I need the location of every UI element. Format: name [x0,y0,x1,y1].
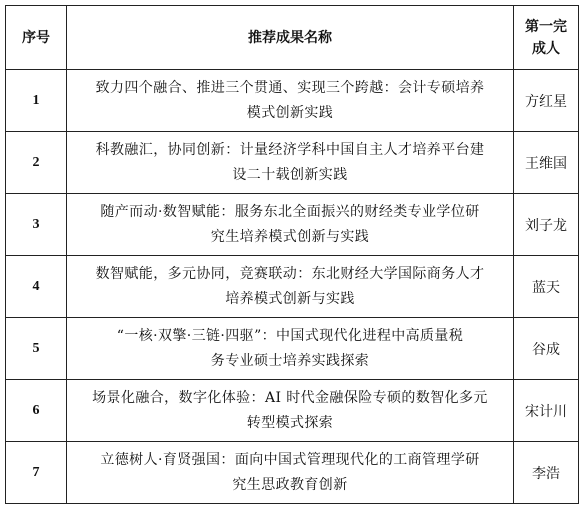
achievement-name-line1: 致力四个融合、推进三个贯通、实现三个跨越：会计专硕培养 [95,79,485,96]
row-number: 4 [6,256,67,318]
header-name [67,6,514,70]
achievements-table [5,5,579,504]
table-row [6,132,579,194]
table-row [6,70,579,132]
achievement-name-line2: 务专业硕士培养实践探索 [210,352,370,369]
achievement-name-line1: 科教融汇，协同创新：计量经济学科中国自主人才培养平台建 [95,141,485,158]
row-number: 3 [6,194,67,256]
header-name-label: 推荐成果名称 [248,29,332,46]
header-lead [514,6,579,70]
table-row [6,194,579,256]
achievement-name-line2: 培养模式创新与实践 [225,290,355,307]
achievement-name [67,194,514,256]
achievement-name-line1: 场景化融合，数字化体验：AI 时代金融保险专硕的数智化多元 [92,389,488,406]
achievement-name-line2: 转型模式探索 [246,414,334,431]
lead-person: 方红星 [514,70,579,132]
achievement-name-line1: 立德树人·育贤强国：面向中国式管理现代化的工商管理学研 [100,451,480,468]
table-header-row [6,6,579,70]
table-row [6,380,579,442]
table-row [6,442,579,504]
achievement-name-line2: 究生培养模式创新与实践 [210,228,370,245]
lead-person: 谷成 [514,318,579,380]
achievement-name-line1: 数智赋能，多元协同，竞赛联动：东北财经大学国际商务人才 [95,265,485,282]
achievement-name [67,70,514,132]
table-row [6,318,579,380]
lead-person: 王维国 [514,132,579,194]
header-lead-label-line2: 成人 [532,40,560,57]
lead-person: 蓝天 [514,256,579,318]
achievement-name [67,442,514,504]
achievement-name [67,318,514,380]
lead-person: 李浩 [514,442,579,504]
row-number: 5 [6,318,67,380]
header-no [6,6,67,70]
achievement-name-line1: 随产而动·数智赋能：服务东北全面振兴的财经类专业学位研 [100,203,480,220]
row-number: 1 [6,70,67,132]
row-number: 2 [6,132,67,194]
achievement-name-line2: 究生思政教育创新 [232,476,348,493]
achievement-name [67,132,514,194]
header-no-label: 序号 [22,29,50,46]
achievement-name-line2: 设二十载创新实践 [232,166,348,183]
achievement-name-line1: “一核·双擎·三链·四驱”：中国式现代化进程中高质量税 [116,327,464,344]
table-row [6,256,579,318]
achievement-name-line2: 模式创新实践 [246,104,334,121]
achievement-name [67,380,514,442]
header-lead-label-line1: 第一完 [525,18,567,35]
lead-person: 刘子龙 [514,194,579,256]
row-number: 6 [6,380,67,442]
row-number: 7 [6,442,67,504]
lead-person: 宋计川 [514,380,579,442]
achievement-name [67,256,514,318]
